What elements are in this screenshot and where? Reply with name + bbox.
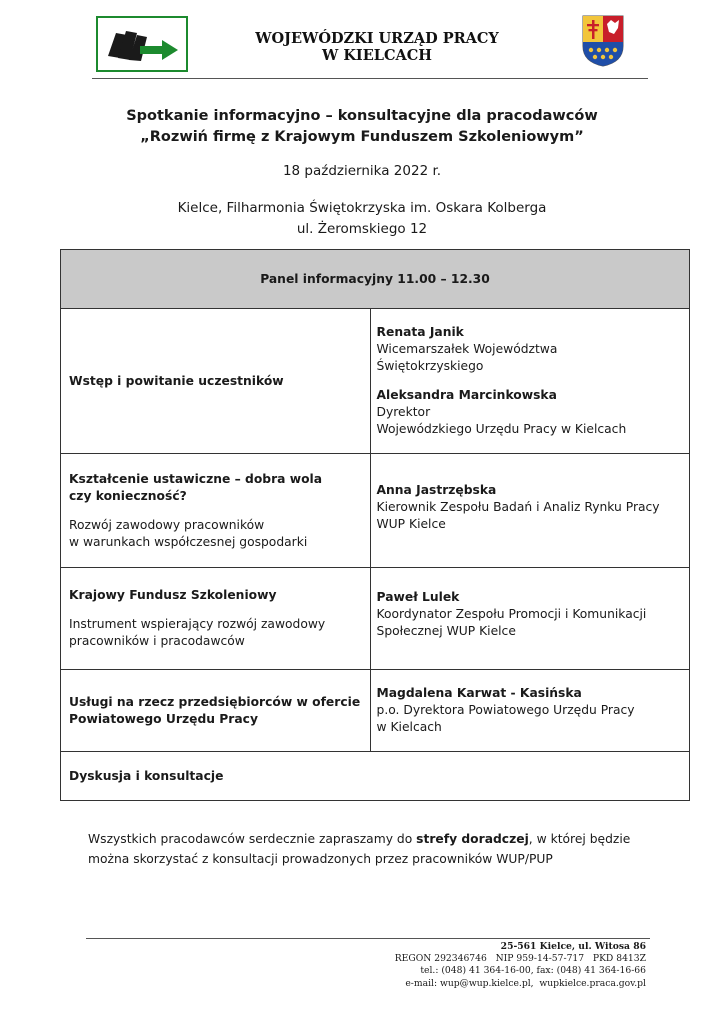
speaker-role: Społecznej WUP Kielce (376, 624, 516, 638)
agenda-row (61, 454, 690, 568)
agenda-table (60, 249, 690, 801)
speaker-role: p.o. Dyrektora Powiatowego Urzędu Pracy (376, 703, 635, 717)
invitation-highlight: strefy doradczej (416, 832, 529, 846)
venue-line1: Kielce, Filharmonia Świętokrzyska im. Oskara Kolberga (177, 200, 547, 216)
agenda-description: pracowników i pracodawców (69, 634, 245, 648)
speaker-role: Świętokrzyskiego (376, 359, 484, 373)
agenda-topic: Powiatowego Urzędu Pracy (69, 711, 258, 726)
event-title (60, 106, 664, 148)
organization-name-line2: W KIELCACH (322, 47, 432, 64)
invitation-line2: można skorzystać z konsultacji prowadzonych przez pracowników WUP/PUP (88, 852, 553, 866)
agenda-header-row (61, 250, 690, 309)
page-header (92, 14, 648, 78)
organization-name-line1: WOJEWÓDZKI URZĄD PRACY (255, 30, 499, 47)
agenda-topic-cell (61, 568, 371, 670)
speaker-role: WUP Kielce (376, 517, 446, 531)
agenda-topic-cell (61, 309, 371, 454)
agenda-topic: Krajowy Fundusz Szkoleniowy (69, 588, 277, 602)
speaker-role: Kierownik Zespołu Badań i Analiz Rynku Pracy (376, 500, 660, 514)
invitation-part1: Wszystkich pracodawców serdecznie zapraszamy do (88, 832, 417, 846)
agenda-topic-cell (61, 752, 690, 801)
speaker-role: Wicemarszałek Województwa (376, 342, 558, 356)
agenda-row (61, 670, 690, 752)
speaker-role: Wojewódzkiego Urzędu Pracy w Kielcach (376, 422, 627, 436)
event-date: 18 października 2022 r. (282, 163, 442, 179)
agenda-topic: Usługi na rzecz przedsiębiorców w ofercie (69, 694, 361, 709)
invitation-part2: , w której będzie (528, 832, 631, 846)
agenda-topic-cell (61, 670, 371, 752)
agenda-topic: czy konieczność? (69, 488, 187, 503)
speaker-name: Paweł Lulek (376, 590, 460, 604)
panel-header: Panel informacyjny 11.00 – 12.30 (61, 250, 690, 309)
speaker-role: Dyrektor (376, 405, 431, 419)
footer-address: 25-561 Kielce, ul. Witosa 86 (500, 941, 646, 952)
agenda-row (61, 568, 690, 670)
event-title-line2: „Rozwiń firmę z Krajowym Funduszem Szkoleniowym” (140, 129, 584, 145)
agenda-description: w warunkach współczesnej gospodarki (69, 534, 308, 549)
speaker-name: Magdalena Karwat - Kasińska (376, 686, 582, 700)
speaker-name: Aleksandra Marcinkowska (376, 388, 557, 402)
footer-phone: tel.: (048) 41 364-16-00, fax: (048) 41 364-16-66 (420, 965, 646, 977)
header-divider (92, 78, 648, 79)
agenda-row (61, 309, 690, 454)
invitation-text (88, 829, 678, 869)
agenda-speaker-cell (370, 670, 689, 752)
agenda-row (61, 752, 690, 801)
agenda-topic-cell (61, 454, 371, 568)
agenda-description: Instrument wspierający rozwój zawodowy (69, 617, 326, 631)
agenda-speaker-cell (370, 568, 689, 670)
agenda-topic: Wstęp i powitanie uczestników (69, 373, 284, 388)
footer-divider (86, 938, 650, 939)
agenda-description: Rozwój zawodowy pracowników (69, 517, 265, 532)
agenda-topic: Dyskusja i konsultacje (69, 768, 224, 783)
speaker-role: w Kielcach (376, 720, 442, 734)
speaker-name: Renata Janik (376, 325, 464, 339)
agenda-speaker-cell (370, 454, 689, 568)
agenda-topic: Kształcenie ustawiczne – dobra wola (69, 471, 323, 486)
footer-email: e-mail: wup@wup.kielce.pl, wupkielce.praca.gov.pl (405, 977, 646, 989)
organization-name (222, 30, 532, 64)
venue-line2: ul. Żeromskiego 12 (296, 221, 428, 237)
wup-logo-arrow-icon (96, 16, 188, 72)
speaker-name: Anna Jastrzębska (376, 483, 497, 497)
footer-ids: REGON 292346746 NIP 959-14-57-717 PKD 8413Z (394, 953, 646, 965)
agenda-speaker-cell (370, 309, 689, 454)
swietokrzyskie-coat-of-arms-icon (581, 14, 625, 68)
event-venue (60, 198, 664, 240)
page-footer (300, 941, 646, 990)
event-title-line1: Spotkanie informacyjno – konsultacyjne dla pracodawców (126, 108, 598, 124)
speaker-role: Koordynator Zespołu Promocji i Komunikacji (376, 607, 647, 621)
